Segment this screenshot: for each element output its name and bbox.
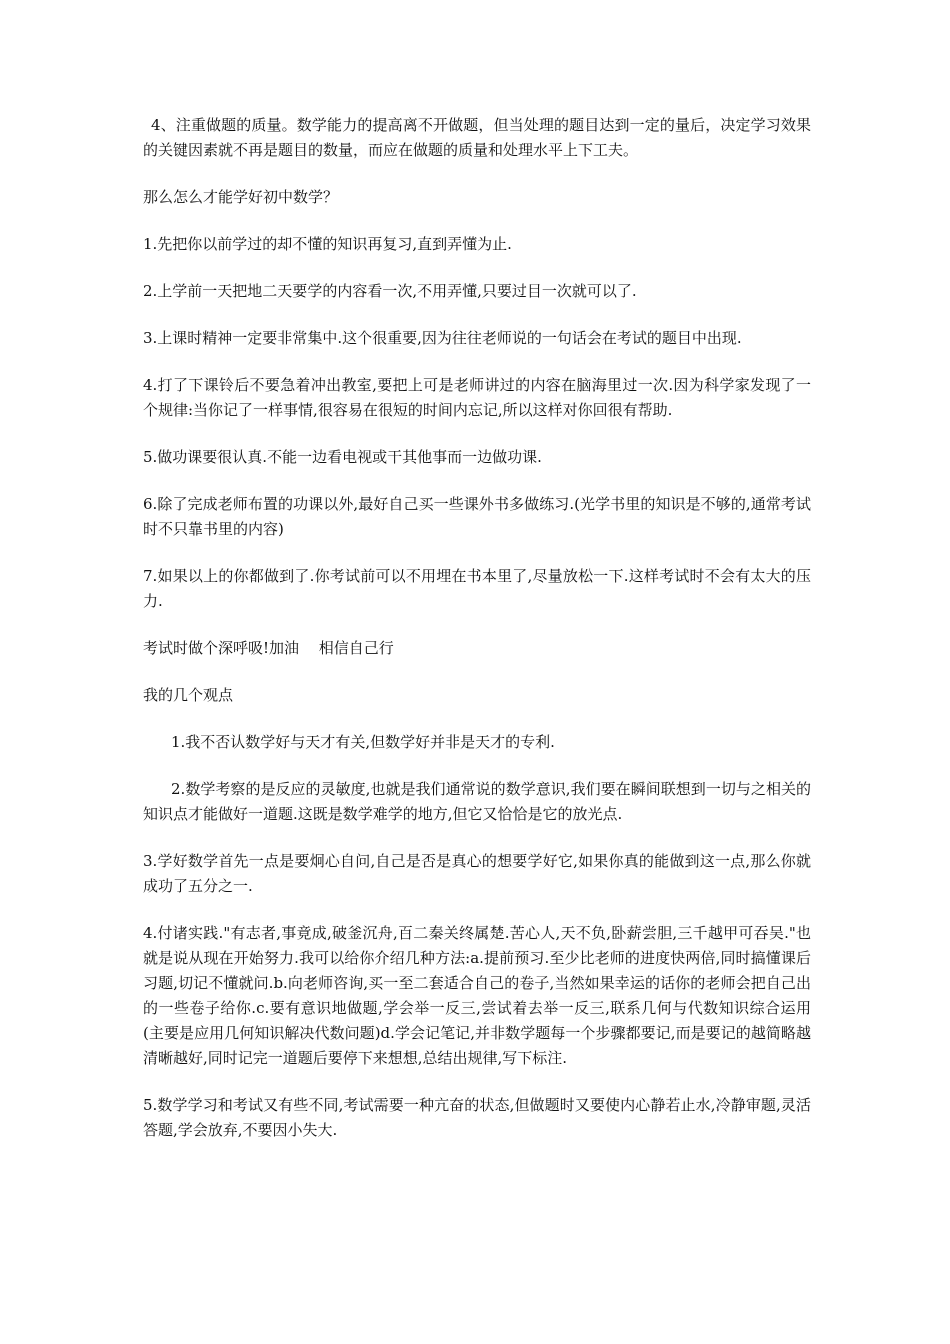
encouragement-line: 考试时做个深呼吸!加油 相信自己行: [143, 639, 394, 657]
tip-6: 6.除了完成老师布置的功课以外,最好自己买一些课外书多做练习.(光学书里的知识是不够的,通常考试时不只靠书里的内容): [143, 495, 811, 538]
viewpoint-5: 5.数学学习和考试又有些不同,考试需要一种亢奋的状态,但做题时又要使内心静若止水,冷静审题,灵活答题,学会放弃,不要因小失大.: [143, 1096, 811, 1139]
viewpoint-2: 2.数学考察的是反应的灵敏度,也就是我们通常说的数学意识,我们要在瞬间联想到一切与之相关的知识点才能做好一道题.这既是数学难学的地方,但它又恰恰是它的放光点.: [143, 780, 811, 823]
tip-3: 3.上课时精神一定要非常集中.这个很重要,因为往往老师说的一句话会在考试的题目中出现.: [143, 329, 742, 347]
question-heading: 那么怎么才能学好初中数学？: [143, 188, 339, 206]
viewpoint-3: 3.学好数学首先一点是要炯心自问,自己是否是真心的想要学好它,如果你真的能做到这一点,那么你就成功了五分之一.: [143, 852, 811, 895]
tip-7: 7.如果以上的你都做到了.你考试前可以不用埋在书本里了,尽量放松一下.这样考试时不会有太大的压力.: [143, 567, 811, 610]
tip-5: 5.做功课要很认真.不能一边看电视或干其他事而一边做功课.: [143, 448, 542, 466]
viewpoint-1: 1.我不否认数学好与天才有关,但数学好并非是天才的专利.: [171, 733, 555, 751]
tip-1: 1.先把你以前学过的却不懂的知识再复习,直到弄懂为止.: [143, 235, 512, 253]
viewpoints-heading: 我的几个观点: [143, 686, 234, 704]
paragraph-study-quality: 4、注重做题的质量。数学能力的提高离不开做题，但当处理的题目达到一定的量后，决定学习效果的关键因素就不再是题目的数量，而应在做题的质量和处理水平上下工夫。: [143, 116, 811, 159]
viewpoint-4: 4.付诸实践."有志者,事竟成,破釜沉舟,百二秦关终属楚.苦心人,天不负,卧薪尝胆,三千越甲可吞吴."也就是说从现在开始努力.我可以给你介绍几种方法:a.提前预习.至少比老师的进度快两倍,同时搞懂课后习题,切记不懂就问.b.向老师咨询,买一至二套适合自己的卷子,当然如果幸运的话你的老师会把自己出的一些卷子给你.c.要有意识地做题,学会举一反三,尝试着去举一反三,联系几何与代数知识综合运用(主要是应用几何知识解决代数问题)d.学会记笔记,并非数学题每一个步骤都要记,而是要记的越简略越清晰越好,同时记完一道题后要停下来想想,总结出规律,写下标注.: [143, 924, 811, 1067]
tip-4: 4.打了下课铃后不要急着冲出教室,要把上可是老师讲过的内容在脑海里过一次.因为科学家发现了一个规律:当你记了一样事情,很容易在很短的时间内忘记,所以这样对你回很有帮助.: [143, 376, 811, 419]
document-page: [143, 113, 811, 1165]
tip-2: 2.上学前一天把地二天要学的内容看一次,不用弄懂,只要过目一次就可以了.: [143, 282, 637, 300]
